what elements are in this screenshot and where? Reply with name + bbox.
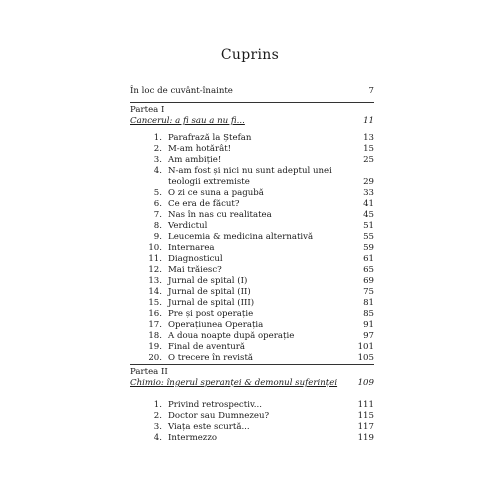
chapter-title: Leucemia & medicina alternativă [168,232,314,242]
chapter-page: 61 [363,254,374,264]
part-1-page: 11 [363,116,374,126]
chapter-page: 59 [363,243,374,253]
chapter-page: 41 [363,199,374,209]
chapter-page: 119 [357,433,374,443]
chapter-page: 81 [363,298,374,308]
chapter-number: 2. [153,411,162,421]
chapter-page: 69 [363,276,374,286]
chapter-number: 14. [148,287,162,297]
chapter-title: Verdictul [168,221,208,231]
chapter-number: 8. [153,221,162,231]
chapter-page: 117 [357,422,374,432]
chapter-title: Pre și post operație [168,309,254,319]
chapter-number: 18. [148,331,162,341]
chapter-page: 101 [357,342,374,352]
chapter-page: 33 [363,188,374,198]
chapter-page: 105 [357,353,374,363]
part-2-title-row[interactable] [130,378,374,389]
chapter-title: O trecere în revistă [168,353,254,363]
divider [130,102,374,103]
chapter-title: Doctor sau Dumnezeu? [168,411,270,421]
chapter-page: 13 [363,133,374,143]
page-title: Cuprins [220,47,280,63]
part-2-label [130,367,374,378]
part-1-title: Cancerul: a fi sau a nu fi... [130,116,245,126]
chapter-page: 91 [363,320,374,330]
chapter-number: 2. [153,144,162,154]
chapter-number: 17. [148,320,162,330]
chapter-number: 13. [148,276,162,286]
chapter-title: Operațiunea Operația [168,320,264,330]
chapter-number: 10. [148,243,162,253]
chapter-number: 9. [153,232,162,242]
chapter-number: 3. [153,422,162,432]
chapter-number: 5. [153,188,162,198]
part-1-title-row[interactable] [130,116,374,127]
part-2-title: Chimio: îngerul speranței & demonul suferinței [130,378,338,388]
chapter-number: 11. [148,254,162,264]
chapter-number: 6. [153,199,162,209]
chapter-page: 111 [357,400,374,410]
chapter-number: 4. [153,166,162,176]
chapter-title: Diagnosticul [168,254,223,264]
toc-preface[interactable] [130,86,374,97]
chapter-page: 75 [363,287,374,297]
divider [130,364,374,365]
chapter-number: 15. [148,298,162,308]
chapter-number: 1. [153,133,162,143]
chapter-title: Final de aventură [168,342,245,352]
chapter-number: 20. [148,353,162,363]
chapter-number: 7. [153,210,162,220]
chapter-title: O zi ce suna a pagubă [168,188,264,198]
toc-preface-label: În loc de cuvânt-înainte [130,86,233,96]
chapter-page: 55 [363,232,374,242]
chapter-page: 85 [363,309,374,319]
chapter-title: A doua noapte după operație [168,331,295,341]
chapter-title: Internarea [168,243,215,253]
chapter-title: Jurnal de spital (II) [168,287,251,297]
chapter-page: 51 [363,221,374,231]
part-2-label-text: Partea II [130,367,168,377]
toc-chapter-item[interactable] [130,166,374,188]
chapter-page: 97 [363,331,374,341]
chapter-number: 19. [148,342,162,352]
chapter-title: Nas în nas cu realitatea [168,210,272,220]
chapter-page: 45 [363,210,374,220]
chapter-title: Mai trăiesc? [168,265,222,275]
chapter-title: Am ambiție! [168,155,222,165]
chapter-title: Ce era de făcut? [168,199,240,209]
chapter-title: Parafrază la Ștefan [168,133,252,143]
chapter-page: 65 [363,265,374,275]
part-1-label-text: Partea I [130,105,165,115]
chapter-title: Viața este scurtă... [168,422,250,432]
part-2-page: 109 [357,378,374,388]
chapter-number: 3. [153,155,162,165]
toc-preface-page: 7 [368,86,374,96]
chapter-title: M-am hotărât! [168,144,232,154]
chapter-number: 4. [153,433,162,443]
chapter-page: 25 [363,155,374,165]
chapter-number: 1. [153,400,162,410]
part-1-label [130,105,374,116]
chapter-title: N-am fost și nici nu sunt adeptul unei teologii extremiste [168,166,332,187]
chapter-page: 15 [363,144,374,154]
chapter-title: Jurnal de spital (I) [168,276,248,286]
chapter-page: 115 [357,411,374,421]
chapter-number: 12. [148,265,162,275]
chapter-number: 16. [148,309,162,319]
chapter-title: Privind retrospectiv... [168,400,262,410]
chapter-title: Intermezzo [168,433,218,443]
chapter-page: 29 [363,177,374,187]
chapter-title: Jurnal de spital (III) [168,298,255,308]
